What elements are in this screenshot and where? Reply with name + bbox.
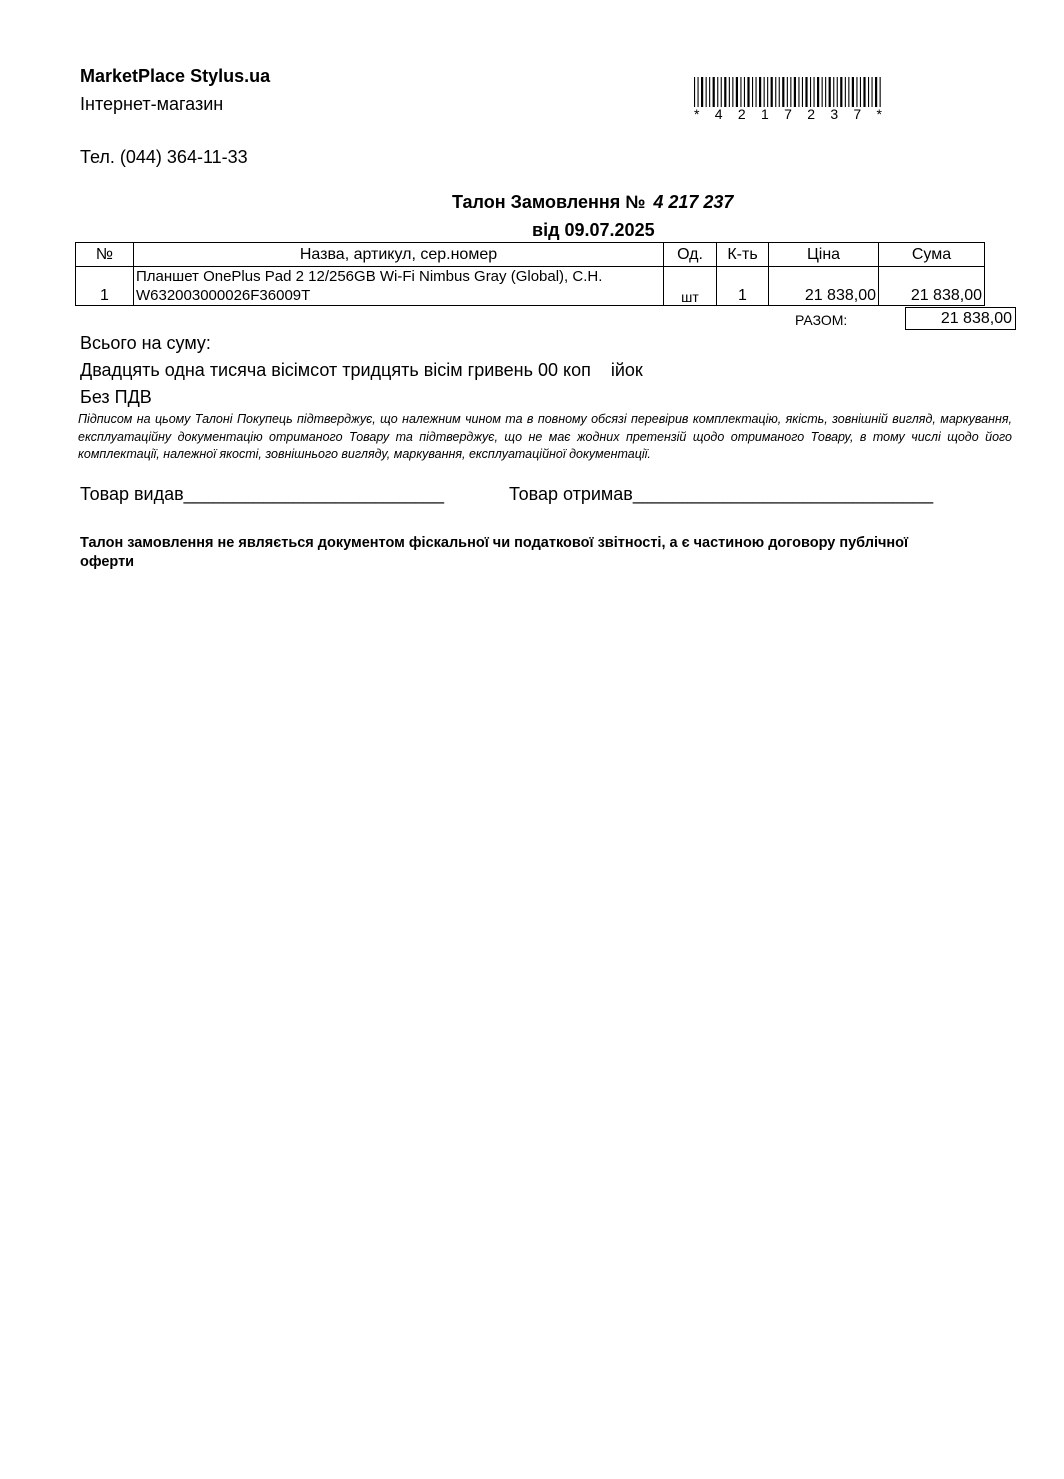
barcode-bar: [810, 77, 811, 107]
table-row: [76, 267, 985, 306]
barcode-bar: [822, 77, 823, 107]
barcode-bar: [802, 77, 803, 107]
barcode-bar: [701, 77, 703, 107]
cell-price: 21 838,00: [769, 267, 879, 306]
barcode-bar: [875, 77, 877, 107]
barcode-bar: [764, 77, 765, 107]
total-label: РАЗОМ:: [795, 312, 848, 328]
barcode-bar: [721, 77, 722, 107]
vat-note: Без ПДВ: [80, 387, 152, 407]
col-header-qty: К-ть: [717, 243, 769, 267]
barcode-bar: [713, 77, 715, 107]
cell-unit: шт: [664, 267, 717, 306]
barcode-bar: [805, 77, 807, 107]
barcode-char: *: [876, 106, 882, 122]
barcode-bar: [729, 77, 730, 107]
disclaimer: Підписом на цьому Талоні Покупець підтверджує, що належним чином та в повному обсязі перевірив комплектацію, якість, зовнішній вигляд, маркування, експлуатаційну документацію отриманого Товару та підтверджує, що не має жодних претензій щодо отриманого Товару, в тому числі щодо його комплектації, належної якості, зовнішнього вигляду, маркування, експлуатаційної документації.: [78, 412, 1012, 461]
signature-issued: Товар видав__________________________: [80, 484, 444, 504]
footer-note: Талон замовлення не являється документом фіскальної чи податкової звітності, а є частиною договору публічної оферти: [80, 535, 909, 570]
col-header-unit: Од.: [664, 243, 717, 267]
barcode-bar: [845, 77, 846, 107]
barcode-bar: [782, 77, 784, 107]
order-date-prefix: від: [532, 220, 560, 240]
barcode-bar: [787, 77, 788, 107]
order-date: 09.07.2025: [564, 220, 655, 240]
barcode-bar: [825, 77, 826, 107]
barcode: [694, 77, 882, 107]
barcode-char: 3: [830, 106, 839, 122]
barcode-bar: [698, 77, 699, 107]
barcode-bar: [863, 77, 865, 107]
sum-label: Всього на суму:: [80, 333, 211, 353]
barcode-bar: [767, 77, 768, 107]
col-header-price: Ціна: [769, 243, 879, 267]
barcode-bar: [833, 77, 834, 107]
barcode-bar: [880, 77, 881, 107]
barcode-bar: [814, 77, 815, 107]
barcode-char: 2: [807, 106, 815, 122]
col-header-name: Назва, артикул, сер.номер: [134, 243, 664, 267]
sum-in-words: Двадцять одна тисяча вісімсот тридцять вісім гривень 00 коп ійок: [80, 360, 643, 380]
barcode-char: 2: [737, 106, 746, 122]
cell-name: Планшет OnePlus Pad 2 12/256GB Wi-Fi Nimbus Gray (Global), С.Н. W632003000026F36009T: [134, 267, 664, 306]
barcode-char: 7: [784, 106, 792, 122]
barcode-bar: [717, 77, 718, 107]
barcode-bar: [817, 77, 819, 107]
barcode-bar: [709, 77, 710, 107]
cell-qty: 1: [717, 267, 769, 306]
barcode-bar: [779, 77, 780, 107]
barcode-bar: [856, 77, 857, 107]
col-header-no: №: [76, 243, 134, 267]
signature-received: Товар отримав______________________________: [509, 484, 934, 504]
barcode-char: 1: [760, 106, 769, 122]
barcode-char: 4: [714, 106, 723, 122]
order-number: 4 217 237: [653, 192, 734, 212]
barcode-text: [694, 106, 882, 122]
barcode-bar: [798, 77, 799, 107]
cell-sum: 21 838,00: [879, 267, 985, 306]
barcode-bar: [694, 77, 695, 107]
barcode-bar: [732, 77, 733, 107]
barcode-bar: [752, 77, 753, 107]
order-date-line: [532, 220, 655, 241]
total-value: 21 838,00: [905, 307, 1016, 330]
barcode-bar: [848, 77, 849, 107]
barcode-bar: [706, 77, 707, 107]
barcode-bar: [837, 77, 838, 107]
table-header-row: [76, 243, 985, 267]
barcode-char: 7: [853, 106, 862, 122]
barcode-bar: [852, 77, 854, 107]
shop-type: Інтернет-магазин: [80, 94, 224, 114]
barcode-bar: [790, 77, 791, 107]
barcode-bar: [794, 77, 796, 107]
order-title-label: Талон Замовлення №: [452, 192, 646, 212]
cell-no: 1: [76, 267, 134, 306]
col-header-sum: Сума: [879, 243, 985, 267]
barcode-bar: [736, 77, 738, 107]
company-name: MarketPlace Stylus.ua: [80, 66, 271, 86]
barcode-bar: [840, 77, 842, 107]
order-title: [452, 192, 733, 213]
barcode-bar: [860, 77, 861, 107]
barcode-bar: [724, 77, 726, 107]
items-table: [75, 242, 985, 306]
barcode-bar: [740, 77, 741, 107]
barcode-bar: [829, 77, 831, 107]
barcode-bar: [756, 77, 757, 107]
barcode-bar: [747, 77, 749, 107]
barcode-bar: [868, 77, 869, 107]
barcode-bar: [775, 77, 776, 107]
barcode-bar: [872, 77, 873, 107]
phone: Тел. (044) 364-11-33: [80, 147, 248, 167]
barcode-bar: [759, 77, 761, 107]
barcode-bar: [744, 77, 745, 107]
barcode-char: *: [694, 106, 700, 122]
barcode-bar: [771, 77, 773, 107]
